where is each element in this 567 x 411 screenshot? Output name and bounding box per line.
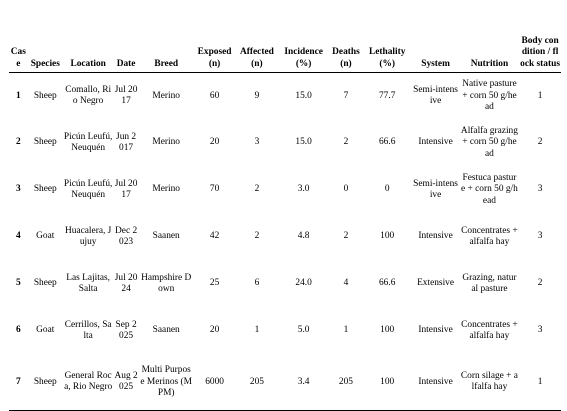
column-header: Case xyxy=(10,47,26,69)
table-cell: Jul 2017 xyxy=(114,84,138,107)
table-cell: Sep 2025 xyxy=(115,319,137,341)
table-cell: Jul 2017 xyxy=(114,178,138,200)
table-cell: 2 xyxy=(254,184,260,195)
table-cell: 20 xyxy=(209,137,220,148)
table-cell: Intensive xyxy=(418,376,453,387)
column-header: Breed xyxy=(154,58,179,69)
table-cell: Goat xyxy=(36,231,55,242)
table-cell: Goat xyxy=(36,325,55,336)
table-cell: 3.0 xyxy=(297,184,310,195)
column-header: Body condition / flock status xyxy=(520,36,560,69)
table-cell: 1 xyxy=(343,325,349,336)
table-cell: Las Lajitas, Salta xyxy=(66,272,111,294)
table-cell: 2 xyxy=(343,137,349,148)
case-number-cell: 4 xyxy=(16,231,21,242)
column-header: Incidence (%) xyxy=(284,47,323,69)
table-cell: Jul 2024 xyxy=(114,272,138,294)
table-cell: 3 xyxy=(254,137,260,148)
table-body xyxy=(9,73,561,411)
table-cell: Comallo, Rio Negro xyxy=(65,84,112,107)
column-header: Lethality (%) xyxy=(368,47,406,69)
table-cell: 4.8 xyxy=(297,231,310,242)
table-cell: 15.0 xyxy=(295,90,312,101)
table-cell: Aug 2025 xyxy=(114,370,138,393)
table-row xyxy=(9,73,561,120)
table-cell: 42 xyxy=(209,231,220,242)
table-cell: Sheep xyxy=(33,90,57,101)
table-cell: Intensive xyxy=(418,137,453,148)
table-cell: 0 xyxy=(384,184,390,195)
table-cell: Picún Leufú, Neuquén xyxy=(63,178,113,200)
table-cell: 3 xyxy=(537,184,543,195)
table-cell: Concentrates + alfalfa hay xyxy=(461,319,518,341)
table-cell: 1 xyxy=(254,325,260,336)
column-header: System xyxy=(421,58,450,69)
column-header: Deaths (n) xyxy=(332,47,360,69)
table-cell: 100 xyxy=(380,325,395,336)
table-cell: Extensive xyxy=(417,278,455,289)
column-header: Date xyxy=(116,58,136,69)
table-cell: 9 xyxy=(254,90,260,101)
table-cell: 24.0 xyxy=(295,278,312,289)
table-cell: Corn silage + alfalfa hay xyxy=(460,370,518,393)
table-cell: 15.0 xyxy=(295,137,312,148)
table-cell: Dec 2023 xyxy=(115,225,138,247)
table-cell: Intensive xyxy=(418,325,453,336)
table-row xyxy=(9,308,561,355)
case-number-cell: 1 xyxy=(16,90,21,101)
table-cell: Native pasture + corn 50 g/head xyxy=(462,79,517,112)
table-cell: 60 xyxy=(209,90,220,101)
table-cell: 1 xyxy=(537,90,543,101)
table-cell: 6000 xyxy=(205,376,224,387)
table-cell: Merino xyxy=(152,137,180,148)
case-number-cell: 2 xyxy=(16,137,21,148)
table-cell: 2 xyxy=(343,231,349,242)
table-cell: 3.4 xyxy=(297,376,310,387)
table-cell: 5.0 xyxy=(297,325,310,336)
table-cell: Sheep xyxy=(33,137,57,148)
table-cell: Cerrillos, Salta xyxy=(64,319,112,341)
table-cell: Saanen xyxy=(152,231,180,242)
table-cell: Sheep xyxy=(33,278,57,289)
table-cell: 205 xyxy=(338,376,353,387)
table-cell: 205 xyxy=(249,376,264,387)
table-cell: Grazing, natural pasture xyxy=(462,272,517,294)
table-cell: 70 xyxy=(209,184,220,195)
table-cell: 4 xyxy=(343,278,349,289)
table-cell: 25 xyxy=(209,278,220,289)
table-cell: Festuca pasture + corn 50 g/head xyxy=(461,173,518,206)
column-header: Location xyxy=(70,58,106,69)
table-row xyxy=(9,355,561,411)
table-cell: Jun 2017 xyxy=(116,131,137,153)
cases-table xyxy=(9,6,561,411)
table-cell: 6 xyxy=(254,278,260,289)
case-number-cell: 6 xyxy=(16,325,21,336)
table-cell: 100 xyxy=(380,231,395,242)
column-header: Exposed (n) xyxy=(197,47,232,69)
table-cell: 2 xyxy=(537,137,543,148)
table-cell: 2 xyxy=(537,278,543,289)
table-header-row xyxy=(9,6,561,73)
table-cell: 7 xyxy=(343,90,349,101)
table-cell: 66.6 xyxy=(378,137,396,148)
table-cell: Merino xyxy=(152,90,180,101)
table-cell: Huacalera, Jujuy xyxy=(64,225,112,247)
table-cell: 3 xyxy=(537,231,543,242)
table-cell: Intensive xyxy=(418,231,453,242)
case-number-cell: 7 xyxy=(16,376,21,387)
table-cell: Hampshire Down xyxy=(141,272,192,294)
table-cell: Merino xyxy=(152,184,180,195)
table-cell: 20 xyxy=(209,325,220,336)
table-cell: 2 xyxy=(254,231,260,242)
table-row xyxy=(9,261,561,308)
table-cell: Saanen xyxy=(152,325,180,336)
case-number-cell: 5 xyxy=(16,278,21,289)
table-cell: 3 xyxy=(537,325,543,336)
table-row xyxy=(9,214,561,261)
table-cell: 1 xyxy=(537,376,543,387)
table-cell: Semi-intensive xyxy=(413,84,458,107)
table-row xyxy=(9,167,561,214)
table-cell: Alfalfa grazing + corn 50 g/head xyxy=(460,126,518,159)
table-cell: Multi Purpose Merinos (MPM) xyxy=(140,365,192,398)
column-header: Species xyxy=(30,58,60,69)
table-row xyxy=(9,120,561,167)
column-header: Affected (n) xyxy=(239,47,274,69)
table-cell: Picún Leufú, Neuquén xyxy=(63,131,113,153)
table-cell: 0 xyxy=(343,184,349,195)
table-cell: 66.6 xyxy=(378,278,396,289)
table-cell: 100 xyxy=(380,376,395,387)
table-cell: 77.7 xyxy=(378,90,396,101)
table-cell: Semi-intensive xyxy=(413,178,458,200)
column-header: Nutrition xyxy=(470,58,509,69)
table-cell: Sheep xyxy=(33,184,57,195)
table-cell: Concentrates + alfalfa hay xyxy=(461,225,518,247)
table-cell: Sheep xyxy=(33,376,57,387)
case-number-cell: 3 xyxy=(16,184,21,195)
table-cell: General Roca, Rio Negro xyxy=(64,370,113,393)
